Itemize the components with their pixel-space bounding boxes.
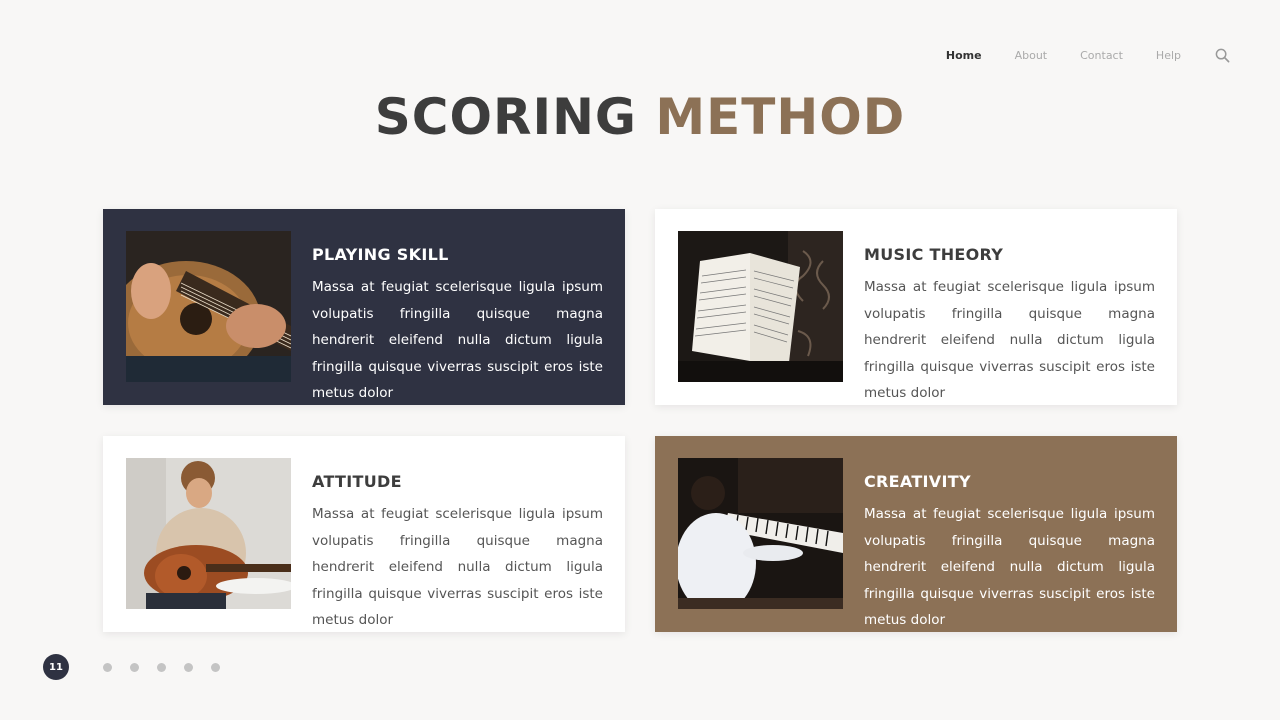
card-heading: ATTITUDE bbox=[312, 472, 402, 491]
card-body: Massa at feugiat scelerisque ligula ipsum volupatis fringilla quisque magna hendrerit eleifend nulla dictum ligula fringilla quisque viverras suscipit eros iste metus dolor bbox=[312, 279, 603, 401]
nav-help[interactable]: Help bbox=[1155, 48, 1181, 62]
guitar-hands-photo bbox=[126, 231, 291, 382]
sheet-music-photo bbox=[678, 231, 843, 382]
pager-dot[interactable] bbox=[130, 663, 139, 672]
pager-dot[interactable] bbox=[103, 663, 112, 672]
card-creativity bbox=[655, 436, 1177, 632]
pager-dot[interactable] bbox=[184, 663, 193, 672]
card-body: Massa at feugiat scelerisque ligula ipsum volupatis fringilla quisque magna hendrerit eleifend nulla dictum ligula fringilla quisque viverras suscipit eros iste metus dolor bbox=[864, 506, 1155, 628]
boy-piano-photo bbox=[678, 458, 843, 609]
card-body: Massa at feugiat scelerisque ligula ipsum volupatis fringilla quisque magna hendrerit eleifend nulla dictum ligula fringilla quisque viverras suscipit eros iste metus dolor bbox=[864, 279, 1155, 401]
search-icon[interactable] bbox=[1214, 47, 1230, 63]
card-heading: MUSIC THEORY bbox=[864, 245, 1004, 264]
nav-about[interactable]: About bbox=[1014, 48, 1048, 62]
card-attitude bbox=[103, 436, 625, 632]
slide-pager bbox=[43, 654, 220, 680]
page-title bbox=[0, 88, 1280, 146]
title-part-2: METHOD bbox=[655, 88, 906, 146]
page-number-badge: 11 bbox=[43, 654, 69, 680]
title-part-1: SCORING bbox=[374, 88, 637, 146]
card-heading: CREATIVITY bbox=[864, 472, 971, 491]
card-heading: PLAYING SKILL bbox=[312, 245, 449, 264]
card-music-theory bbox=[655, 209, 1177, 405]
nav-contact[interactable]: Contact bbox=[1080, 48, 1123, 62]
card-body: Massa at feugiat scelerisque ligula ipsum volupatis fringilla quisque magna hendrerit eleifend nulla dictum ligula fringilla quisque viverras suscipit eros iste metus dolor bbox=[312, 506, 603, 628]
man-guitar-photo bbox=[126, 458, 291, 609]
nav-home[interactable]: Home bbox=[945, 48, 982, 62]
pager-dot[interactable] bbox=[211, 663, 220, 672]
pager-dot[interactable] bbox=[157, 663, 166, 672]
card-playing-skill bbox=[103, 209, 625, 405]
top-nav bbox=[913, 47, 1230, 63]
